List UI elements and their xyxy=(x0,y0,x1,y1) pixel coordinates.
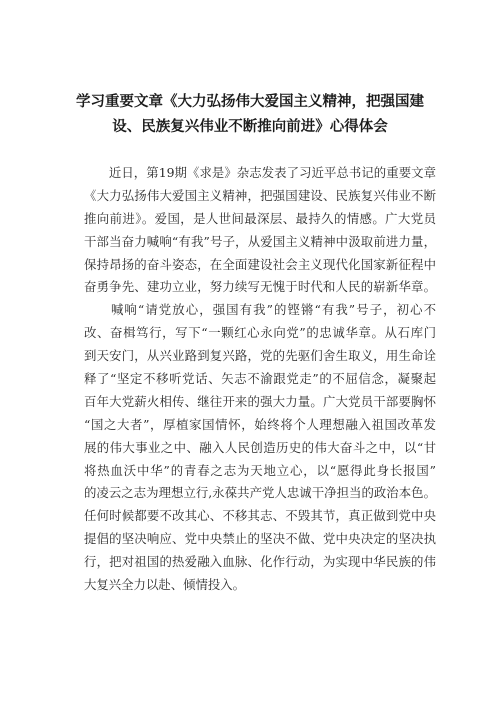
text-line: 的凌云之志为理想立行,永葆共产党人忠诚干净担当的政治本色。 xyxy=(84,485,436,501)
paragraph-1 xyxy=(84,162,436,299)
text-line: 干部当奋力喊响“有我”号子，从爱国主义精神中汲取前进力量， xyxy=(84,233,436,249)
text-line: 保持昂扬的奋斗姿态，在全面建设社会主义现代化国家新征程中 xyxy=(84,256,436,272)
title-line: 设、民族复兴伟业不断推向前进》心得体会 xyxy=(112,119,388,135)
document-body xyxy=(84,162,436,597)
text-line: 展的伟大事业之中、融入人民创造历史的伟大奋斗之中，以“甘 xyxy=(84,439,436,455)
document-title xyxy=(60,90,440,140)
text-line: 大复兴全力以赴、倾情投入。 xyxy=(84,577,246,593)
text-line: 百年大党薪火相传、继往开来的强大力量。广大党员干部要胸怀 xyxy=(84,393,436,409)
text-line: 喊响“请党放心，强国有我”的铿锵“有我”号子，初心不 xyxy=(84,302,436,318)
paragraph-2 xyxy=(84,299,436,597)
text-line: “国之大者”，厚植家国情怀，始终将个人理想融入祖国改革发 xyxy=(84,416,436,432)
text-line: 奋勇争先、建功立业，努力续写无愧于时代和人民的崭新华章。 xyxy=(84,279,436,295)
text-line: 近日，第19期《求是》杂志发表了习近平总书记的重要文章 xyxy=(84,165,436,180)
text-line: 将热血沃中华”的青春之志为天地立心，以“愿得此身长报国” xyxy=(84,462,436,478)
text-line: 《大力弘扬伟大爱国主义精神，把强国建设、民族复兴伟业不断 xyxy=(84,187,436,203)
text-line: 推向前进》。爱国，是人世间最深层、最持久的情感。广大党员 xyxy=(84,210,436,226)
text-line: 释了“坚定不移听党话、矢志不渝跟党走”的不屈信念，凝聚起 xyxy=(84,371,436,387)
text-line: 任何时候都要不改其心、不移其志、不毁其节，真正做到党中央 xyxy=(84,508,436,524)
text-line: 行，把对祖国的热爱融入血脉、化作行动，为实现中华民族的伟 xyxy=(84,554,436,570)
text-line: 改、奋楫笃行，写下“一颗红心永向党”的忠诚华章。从石库门 xyxy=(84,325,436,341)
text-line: 到天安门，从兴业路到复兴路，党的先驱们舍生取义，用生命诠 xyxy=(84,348,436,364)
title-line: 学习重要文章《大力弘扬伟大爱国主义精神，把强国建 xyxy=(76,94,424,110)
text-line: 提倡的坚决响应、党中央禁止的坚决不做、党中央决定的坚决执 xyxy=(84,531,436,547)
